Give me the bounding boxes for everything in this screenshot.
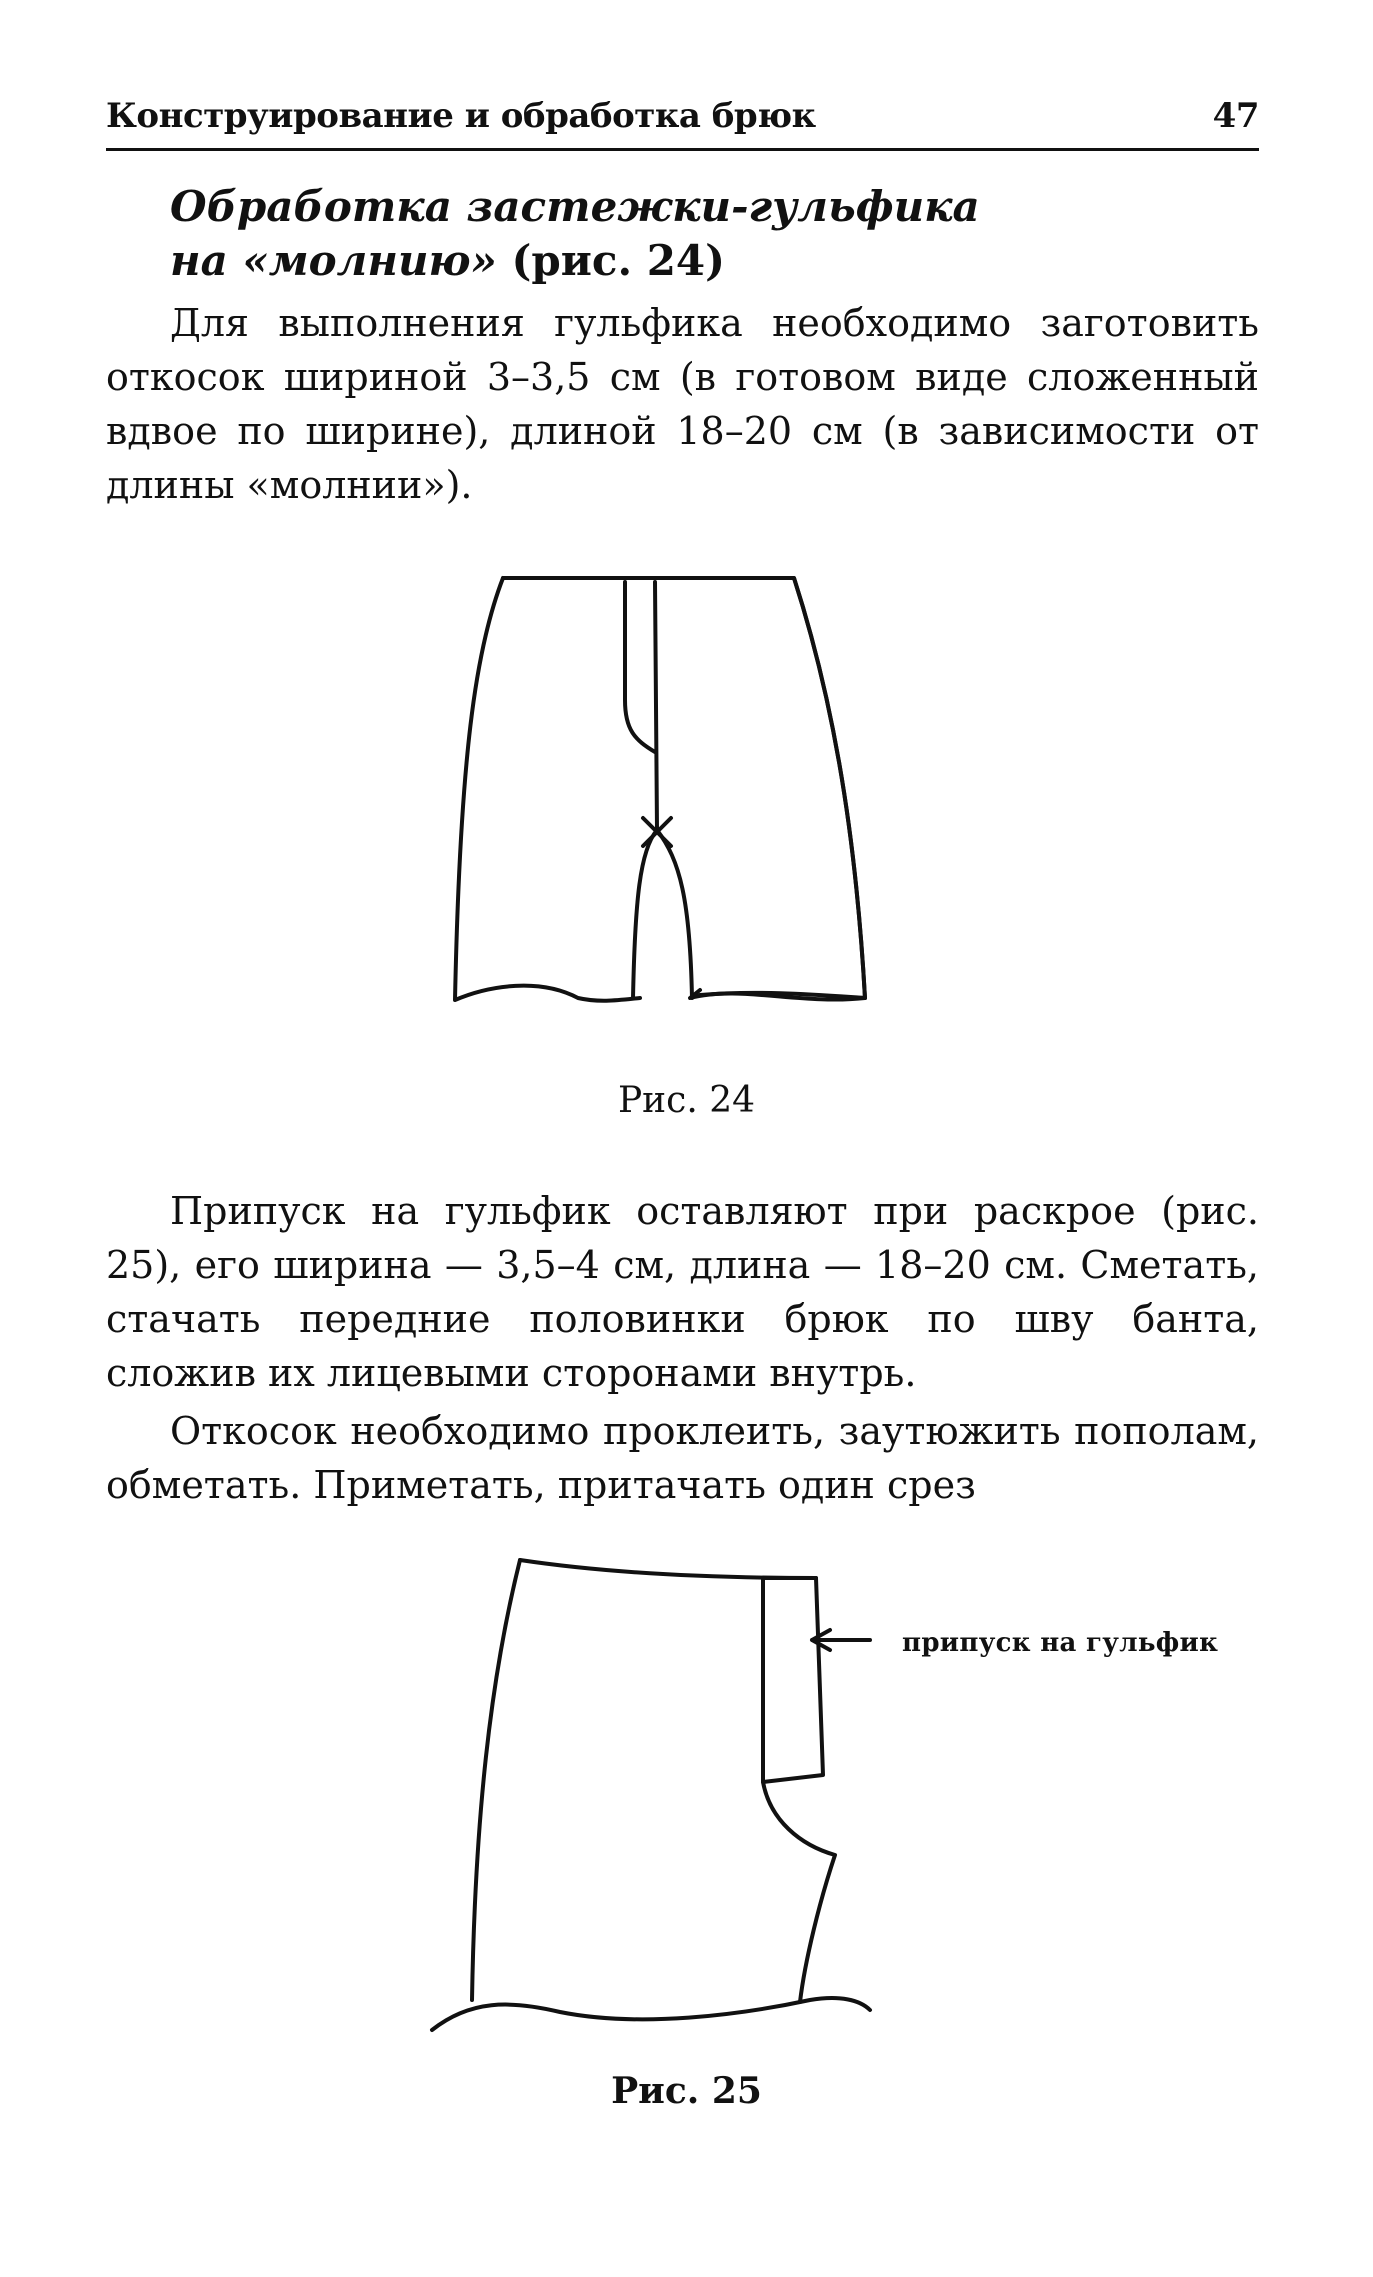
paragraph-1: Для выполнения гульфика необходимо заготовить откосок шириной 3–3,5 см (в готовом виде сложенный вдвое по ширине), длиной 18–20 см (в зависимости от длины «молнии»). [106,301,1259,507]
section-title-line1: Обработка застежки-гульфика [170,182,980,231]
page-number: 47 [1212,96,1259,136]
fig25-callout-label: припуск на гульфик [902,1628,1219,1658]
fig25-side-seam [472,1560,520,2000]
fig25-hem [432,1998,870,2030]
section-title-line2: на «молнию» [170,236,497,285]
paragraph-3: Откосок необходимо проклеить, заутюжить пополам, обметать. Приметать, притачать один срез [106,1409,1259,1507]
fig25-waist [520,1560,816,1578]
figure-25-caption: Рис. 25 [611,2070,762,2112]
paragraph-2: Припуск на гульфик оставляют при раскрое (рис. 25), его ширина — 3,5–4 см, длина — 18–20 см. Сметать, стачать передние половинки брюк по шву банта, сложив их лицевыми сторонами внутрь. [106,1189,1259,1395]
fig25-crotch-curve [763,1782,835,2002]
running-title: Конструирование и обработка брюк [106,96,816,136]
figure-24-caption: Рис. 24 [617,1080,756,1121]
section-title-ref: (рис. 24) [511,236,726,285]
fig25-fly-allowance [763,1578,823,1782]
fig25-callout-arrow [812,1630,870,1650]
